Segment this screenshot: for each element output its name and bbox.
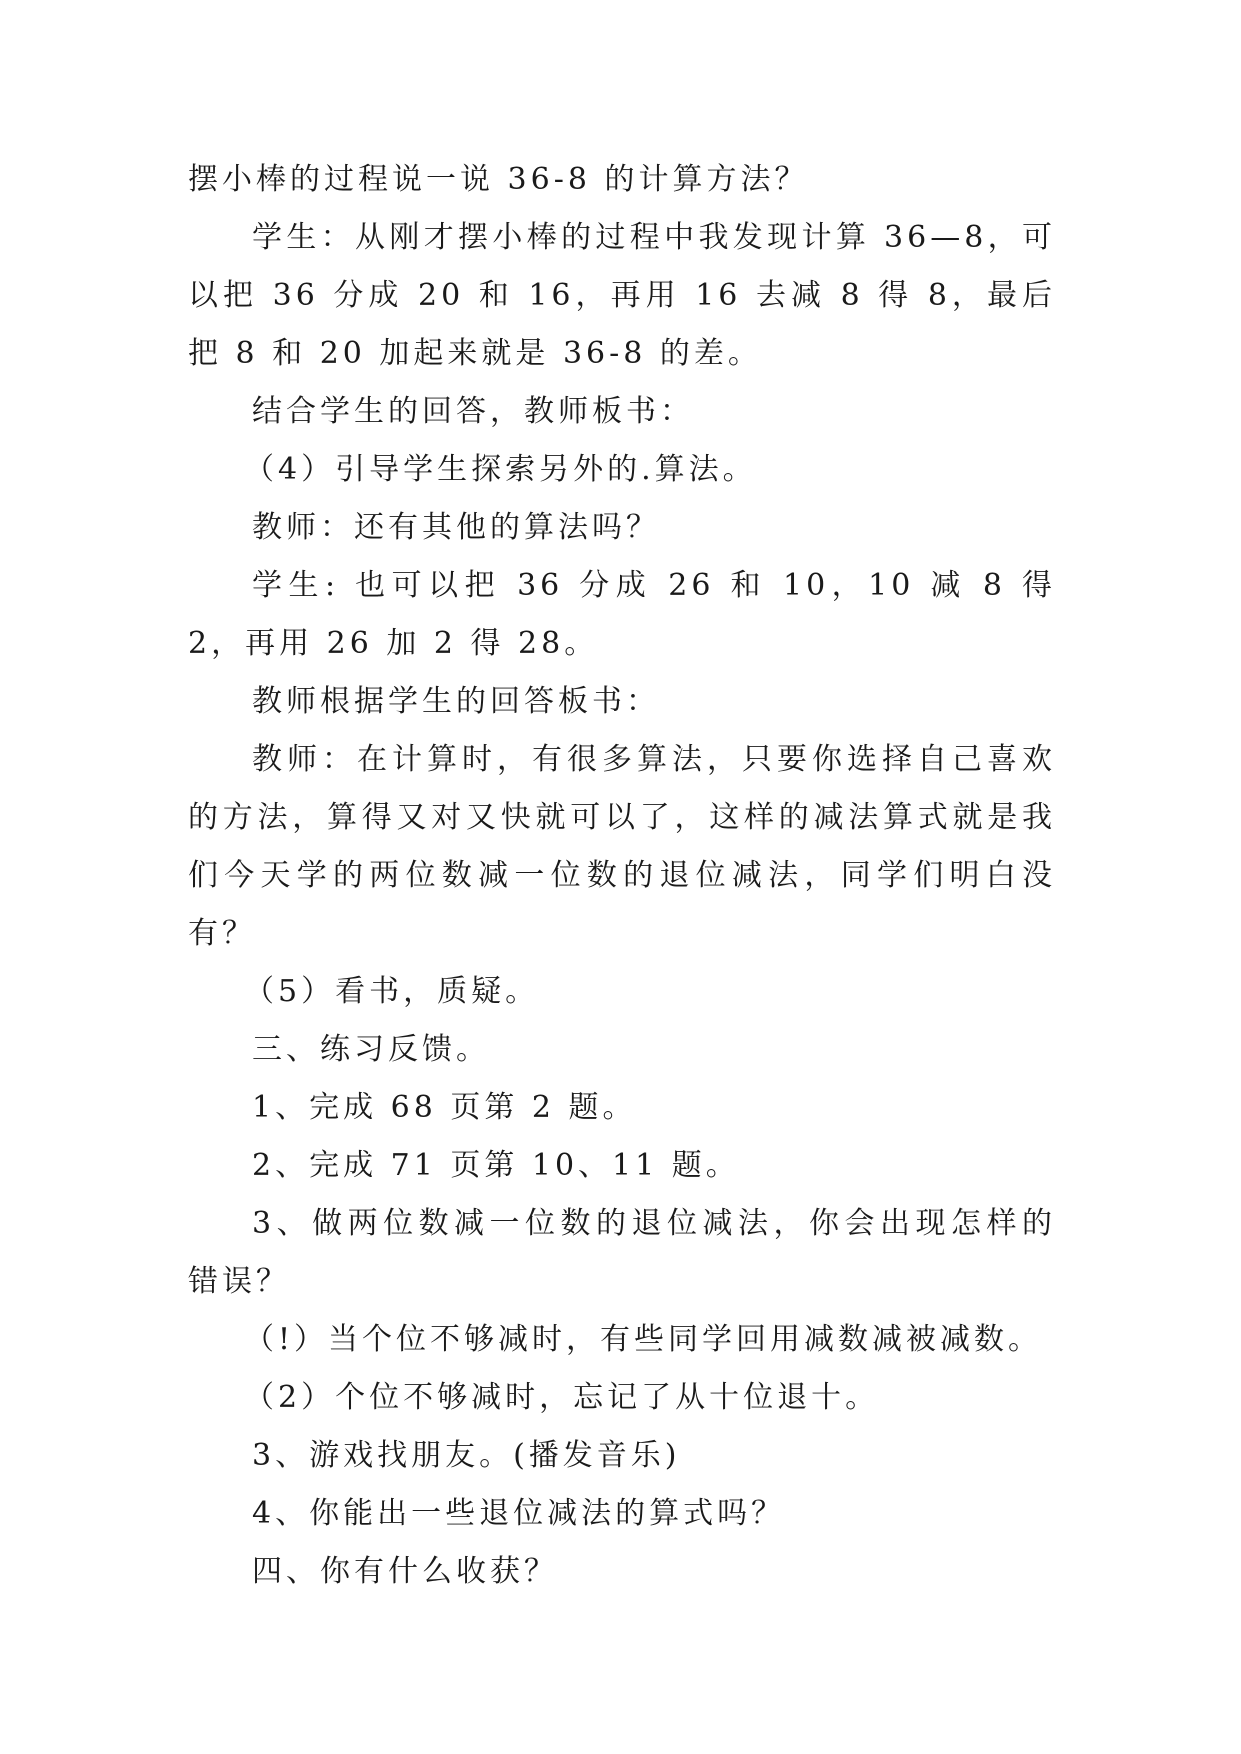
- document-body: [188, 151, 1056, 1601]
- paragraph-continuation: 摆小棒的过程说一说 36-8 的计算方法？: [188, 162, 809, 197]
- paragraph-teacher-summary: 教师：在计算时，有很多算法，只要你选择自己喜欢的方法，算得又对又快就可以了，这样的减法算式就是我们今天学的两位数减一位数的退位减法，同学们明白没有？: [188, 742, 1056, 951]
- section-heading-practice: 三、练习反馈。: [252, 1032, 490, 1067]
- paragraph-step-4: （4）引导学生探索另外的.算法。: [244, 452, 757, 487]
- paragraph-step-5: （5）看书，质疑。: [244, 974, 540, 1009]
- paragraph-teacher-board-2: 教师根据学生的回答板书：: [252, 684, 660, 719]
- section-heading-gains: 四、你有什么收获？: [252, 1554, 558, 1589]
- list-item-exercise-1: 1、完成 68 页第 2 题。: [252, 1090, 637, 1125]
- paragraph-student-answer-1: 学生：从刚才摆小棒的过程中我发现计算 36—8，可以把 36 分成 20 和 16，再用 16 去减 8 得 8，最后把 8 和 20 加起来就是 36-8 的差。: [188, 220, 1056, 371]
- list-item-exercise-2: 2、完成 71 页第 10、11 题。: [252, 1148, 740, 1183]
- list-subitem-error-1: （!）当个位不够减时，有些同学回用减数减被减数。: [244, 1322, 1043, 1357]
- list-item-game: 3、游戏找朋友。(播发音乐): [252, 1438, 681, 1473]
- list-item-exercise-4: 4、你能出一些退位减法的算式吗？: [252, 1496, 786, 1531]
- paragraph-teacher-board-1: 结合学生的回答，教师板书：: [252, 394, 694, 429]
- list-item-exercise-3: 3、做两位数减一位数的退位减法，你会出现怎样的错误？: [188, 1206, 1056, 1299]
- list-subitem-error-2: （2）个位不够减时，忘记了从十位退十。: [244, 1380, 880, 1415]
- paragraph-student-answer-2: 学生: 也可以把 36 分成 26 和 10，10 减 8 得 2，再用 26 加 2 得 28。: [188, 568, 1056, 661]
- paragraph-teacher-question: 教师：还有其他的算法吗？: [252, 510, 660, 545]
